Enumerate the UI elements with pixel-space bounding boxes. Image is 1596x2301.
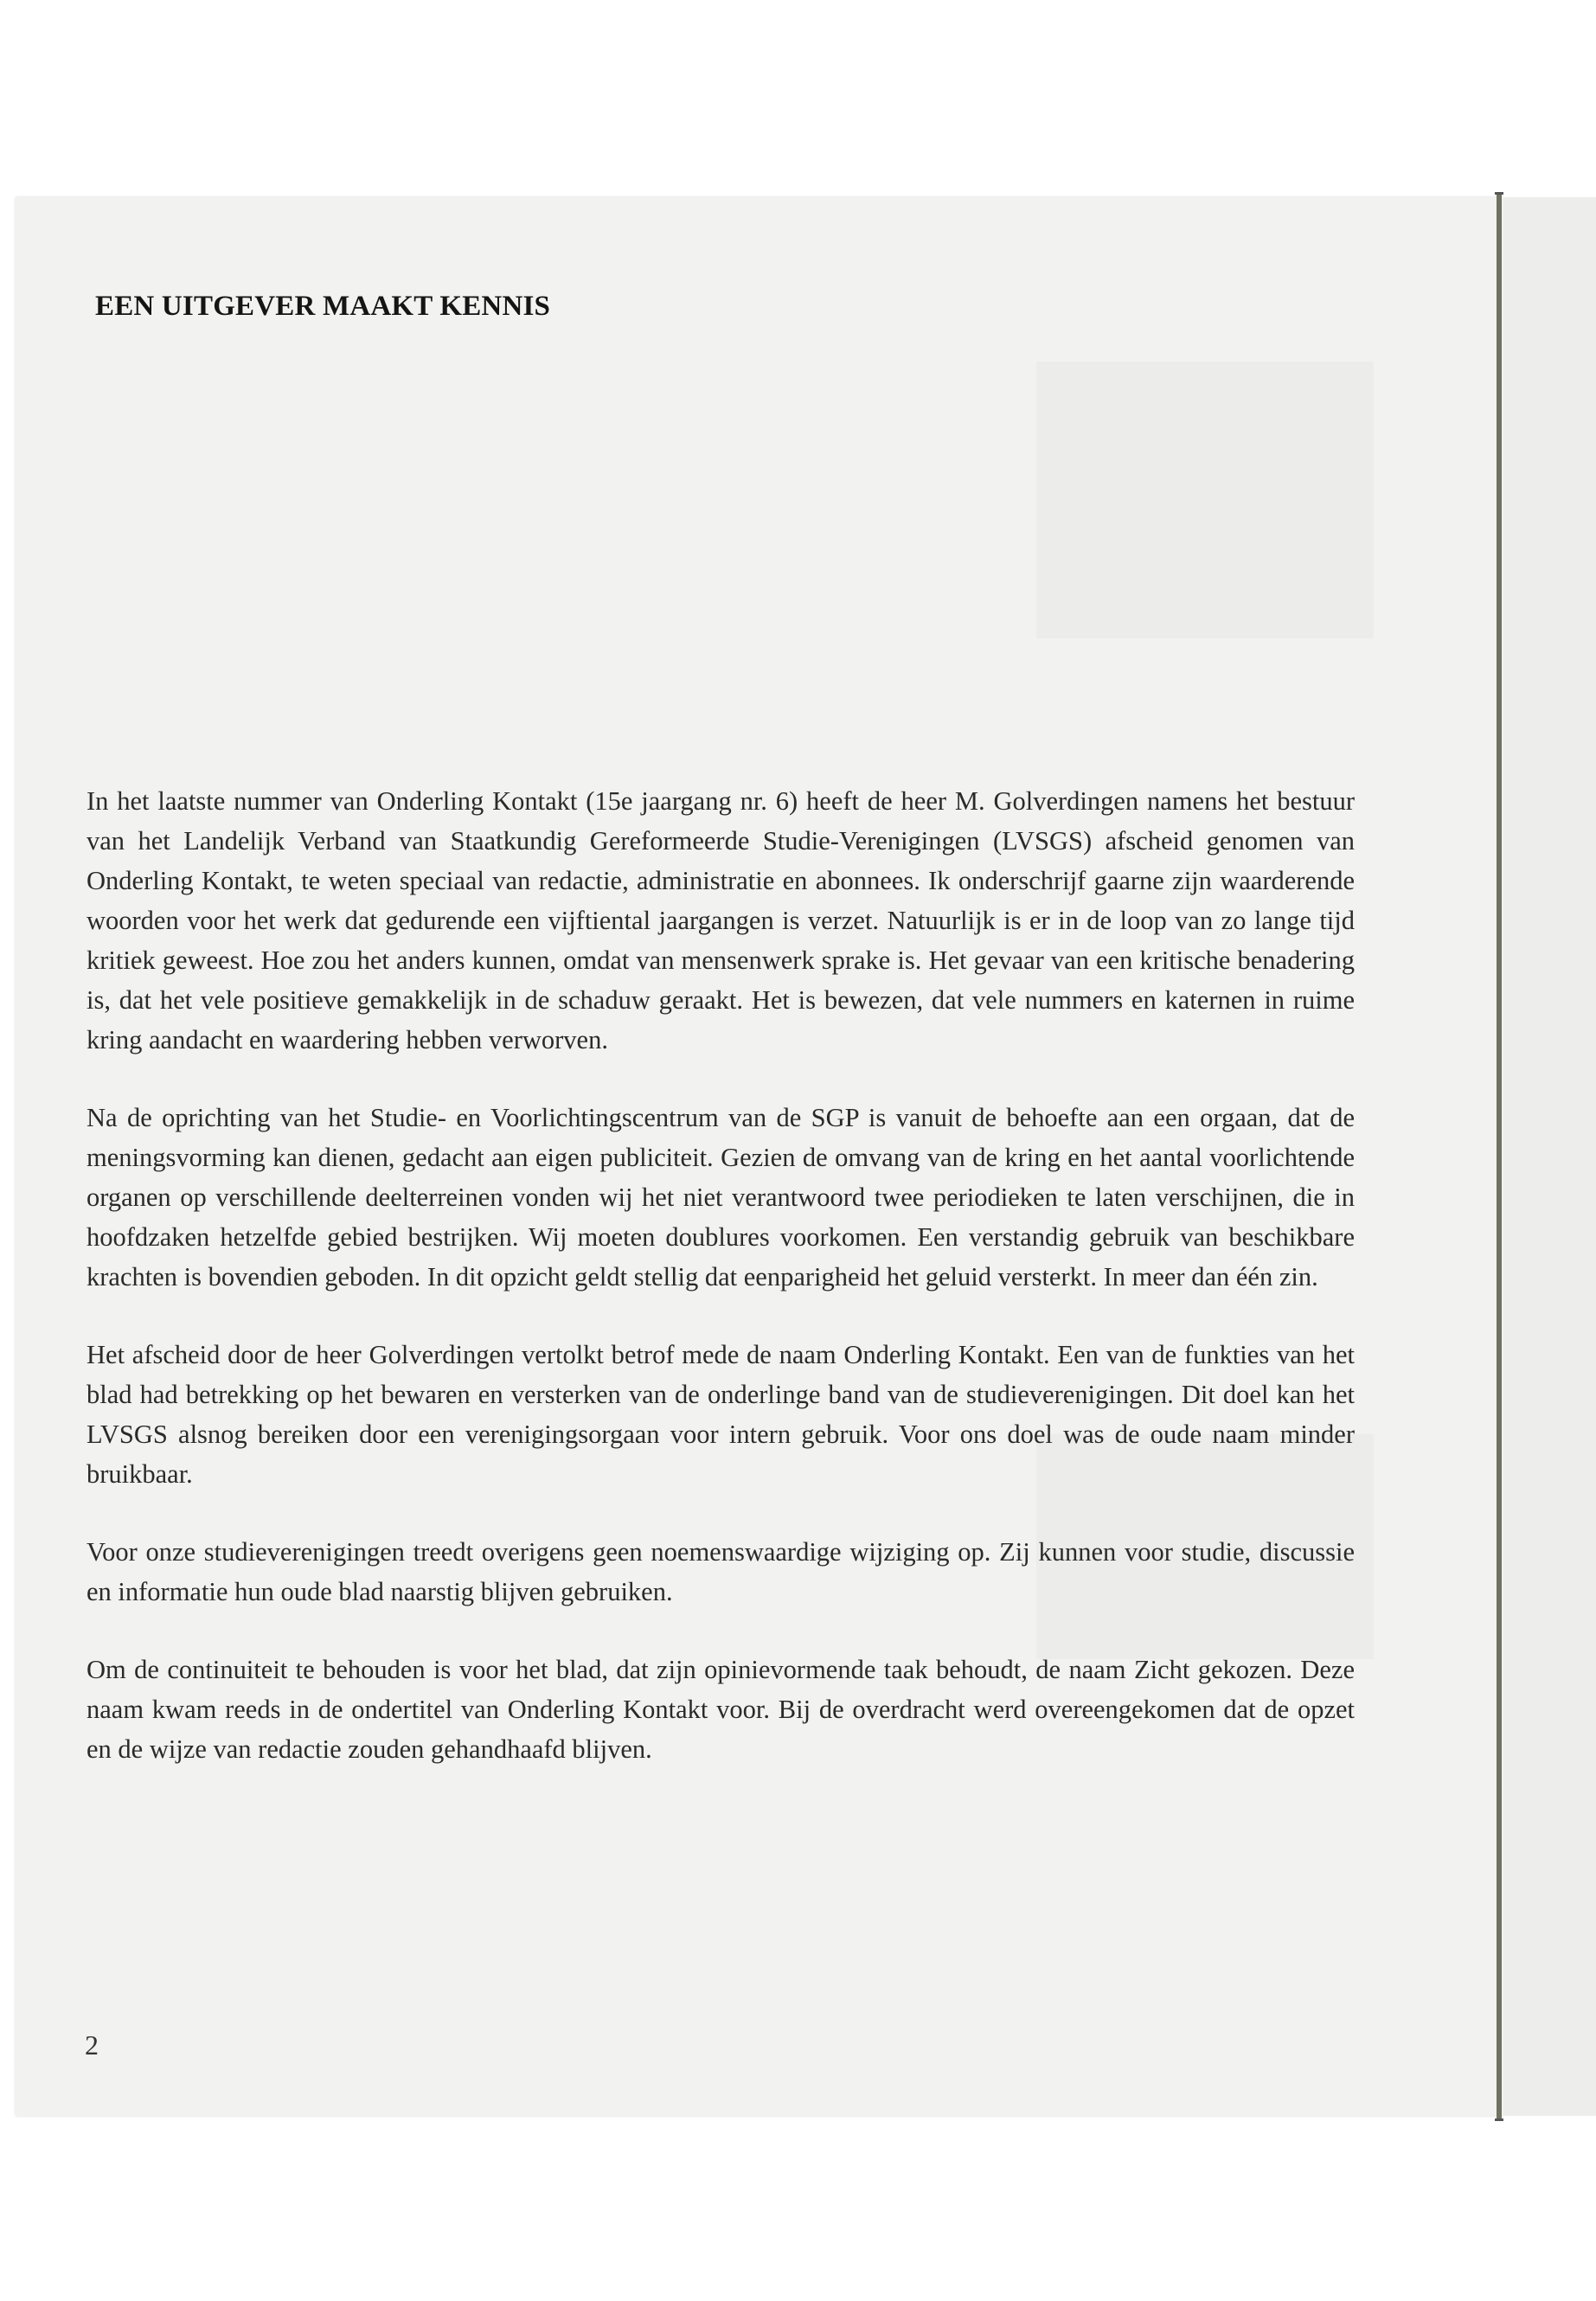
paragraph-5: Om de continuiteit te behouden is voor het blad, dat zijn opinievormende taak behoudt, de naam Zicht gekozen. Deze naam kwam reeds in de ondertitel van Onderling Kontakt voor. Bij de overdracht werd overeengekomen dat de opzet en de wijze van redactie zouden gehandhaafd blijven. bbox=[87, 1655, 1355, 1764]
binding-stitch bbox=[1497, 192, 1502, 2121]
paragraph-4: Voor onze studieverenigingen treedt overigens geen noemenswaardige wijziging op. Zij kunnen voor studie, discussie en informatie hun oude blad naarstig blijven gebruiken. bbox=[87, 1537, 1355, 1606]
article-body bbox=[87, 781, 1355, 1807]
article-title: EEN UITGEVER MAAKT KENNIS bbox=[95, 291, 551, 322]
paragraph-2: Na de oprichting van het Studie- en Voorlichtingscentrum van de SGP is vanuit de behoefte aan een orgaan, dat de meningsvorming kan dienen, gedacht aan eigen publiciteit. Gezien de omvang van de kring en het aantal voorlichtende organen op verschillende deelterreinen vonden wij het niet verantwoord twee periodieken te laten verschijnen, die in hoofdzaken hetzelfde gebied bestrijken. Wij moeten doublures voorkomen. Een verstandig gebruik van beschikbare krachten is bovendien geboden. In dit opzicht geldt stellig dat eenparigheid het geluid versterkt. In meer dan één zin. bbox=[87, 1103, 1355, 1292]
show-through-block bbox=[1036, 362, 1374, 638]
page-number: 2 bbox=[85, 2029, 99, 2061]
facing-page-edge bbox=[1503, 197, 1596, 2116]
paragraph-1: In het laatste nummer van Onderling Kontakt (15e jaargang nr. 6) heeft de heer M. Golverdingen namens het bestuur van het Landelijk Verband van Staatkundig Gereformeerde Studie-Verenigingen (LVSGS) afscheid genomen van Onderling Kontakt, te weten speciaal van redactie, administratie en abonnees. Ik onderschrijf gaarne zijn waarderende woorden voor het werk dat gedurende een vijftiental jaargangen is verzet. Natuurlijk is er in de loop van zo lange tijd kritiek geweest. Hoe zou het anders kunnen, omdat van mensenwerk sprake is. Het gevaar van een kritische benadering is, dat het vele positieve gemakkelijk in de schaduw geraakt. Het is bewezen, dat vele nummers en katernen in ruime kring aandacht en waardering hebben verworven. bbox=[87, 786, 1355, 1054]
paragraph-3: Het afscheid door de heer Golverdingen vertolkt betrof mede de naam Onderling Kontakt. Een van de funkties van het blad had betrekking op het bewaren en versterken van de onderlinge band van de studieverenigingen. Dit doel kan het LVSGS alsnog bereiken door een verenigingsorgaan voor intern gebruik. Voor ons doel was de oude naam minder bruikbaar. bbox=[87, 1340, 1355, 1489]
